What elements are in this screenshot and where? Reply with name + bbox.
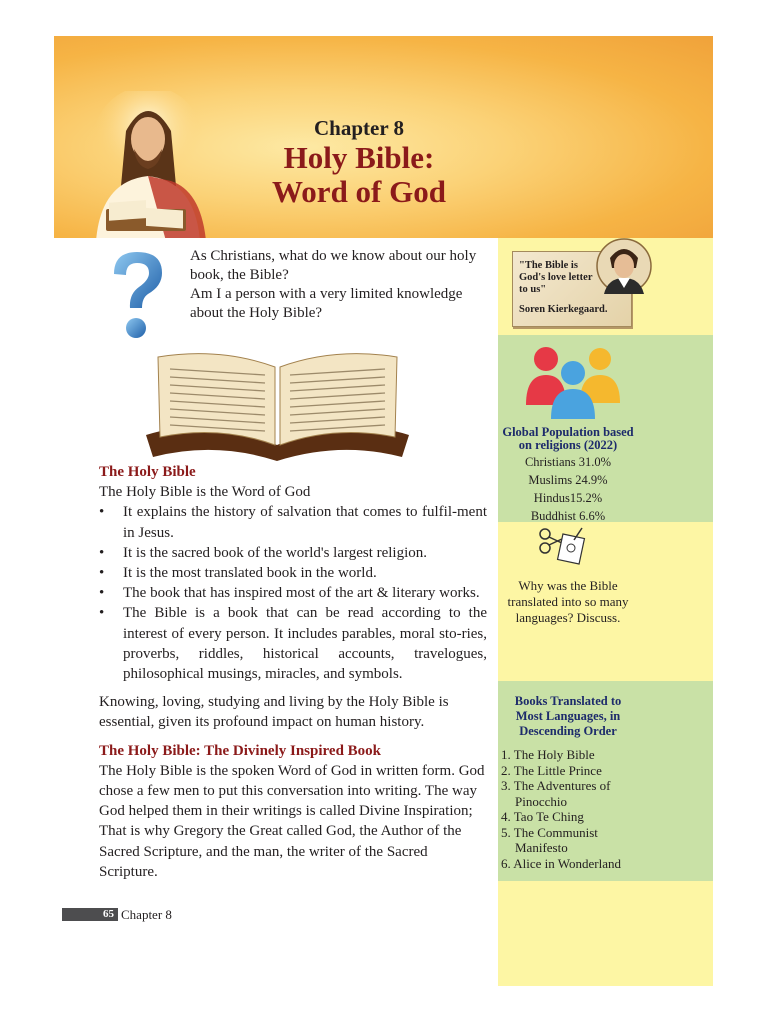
chapter-title-line2: Word of God xyxy=(272,174,446,209)
population-heading: Global Population based on religions (2022) xyxy=(502,425,634,452)
population-item: Christians 31.0% xyxy=(524,455,612,469)
open-bible-illustration xyxy=(140,345,415,465)
kierkegaard-portrait xyxy=(596,238,652,294)
book-item: 4. Tao Te Ching xyxy=(501,809,584,824)
holy-bible-bullets xyxy=(99,502,487,684)
book-item: 2. The Little Prince xyxy=(501,762,602,778)
sidebar xyxy=(498,238,713,986)
population-list xyxy=(498,453,638,525)
book-item: 6. Alice in Wonderland xyxy=(501,855,622,871)
chapter-banner xyxy=(54,36,713,238)
bullet-item: • It explains the history of salvation that comes to fulfil-ment in Jesus. xyxy=(99,502,487,542)
bullet-item: • It is the sacred book of the world's largest religion. xyxy=(99,543,487,563)
intro-line-1: As Christians, what do we know about our holy book, the Bible? xyxy=(190,248,477,283)
main-content xyxy=(99,462,487,882)
section-lead: The Holy Bible is the Word of God xyxy=(99,484,311,501)
discussion-prompt: Why was the Bible translated into so many languages? Discuss. xyxy=(507,578,629,625)
inspiration-paragraph: The Holy Bible is the spoken Word of God in written form. God chose a few men to put this conversation into writing. The way God helped them in their writings is called Divine Inspiration; That is why Gregory the Great called God, the Author of the Sacred Scripture, and the man, the writer of the Sacred Scripture. xyxy=(99,762,485,880)
population-item: Buddhist 6.6% xyxy=(530,509,606,523)
book-item: 3. The Adventures of xyxy=(501,778,611,793)
footer-chapter-label: Chapter 8 xyxy=(121,907,172,922)
books-list xyxy=(501,747,671,871)
closing-paragraph: Knowing, loving, studying and living by the Holy Bible is essential, given its profound impact on human history. xyxy=(99,694,449,731)
book-item: 5. The Communist xyxy=(501,824,598,840)
bullet-item: • The Bible is a book that can be read according to the interest of every person. It includes parables, moral sto-ries, proverbs, riddles, historical accounts, travelogues, philosophical musings, miracles, and symbols. xyxy=(99,603,487,684)
chapter-title-line1: Holy Bible: xyxy=(283,140,435,175)
jesus-illustration xyxy=(76,91,226,238)
book-item-continued: Manifesto xyxy=(515,840,568,855)
chapter-number: Chapter 8 xyxy=(313,116,405,140)
book-item-continued: Pinocchio xyxy=(515,793,567,809)
scissors-paper-icon xyxy=(538,526,588,570)
books-heading: Books Translated to Most Languages, in Descending Order xyxy=(514,694,622,738)
quote-text: "The Bible is God's love letter to us" xyxy=(519,260,593,295)
people-icon xyxy=(516,345,626,419)
quote-author: Soren Kierkegaard. xyxy=(519,304,608,315)
population-item: Hindus15.2% xyxy=(533,491,603,505)
intro-text xyxy=(190,247,490,323)
bullet-item: • It is the most translated book in the world. xyxy=(99,563,487,583)
book-item: 1. The Holy Bible xyxy=(501,747,595,762)
section-heading-inspired: The Holy Bible: The Divinely Inspired Book xyxy=(99,742,382,759)
intro-line-2: Am I a person with a very limited knowledge about the Holy Bible? xyxy=(190,286,463,321)
question-mark-icon xyxy=(106,248,168,342)
bullet-item: • The book that has inspired most of the art & literary works. xyxy=(99,583,487,603)
population-item: Muslims 24.9% xyxy=(528,473,608,487)
section-heading-holy-bible: The Holy Bible xyxy=(99,464,196,480)
page-number: 65 xyxy=(62,908,118,921)
